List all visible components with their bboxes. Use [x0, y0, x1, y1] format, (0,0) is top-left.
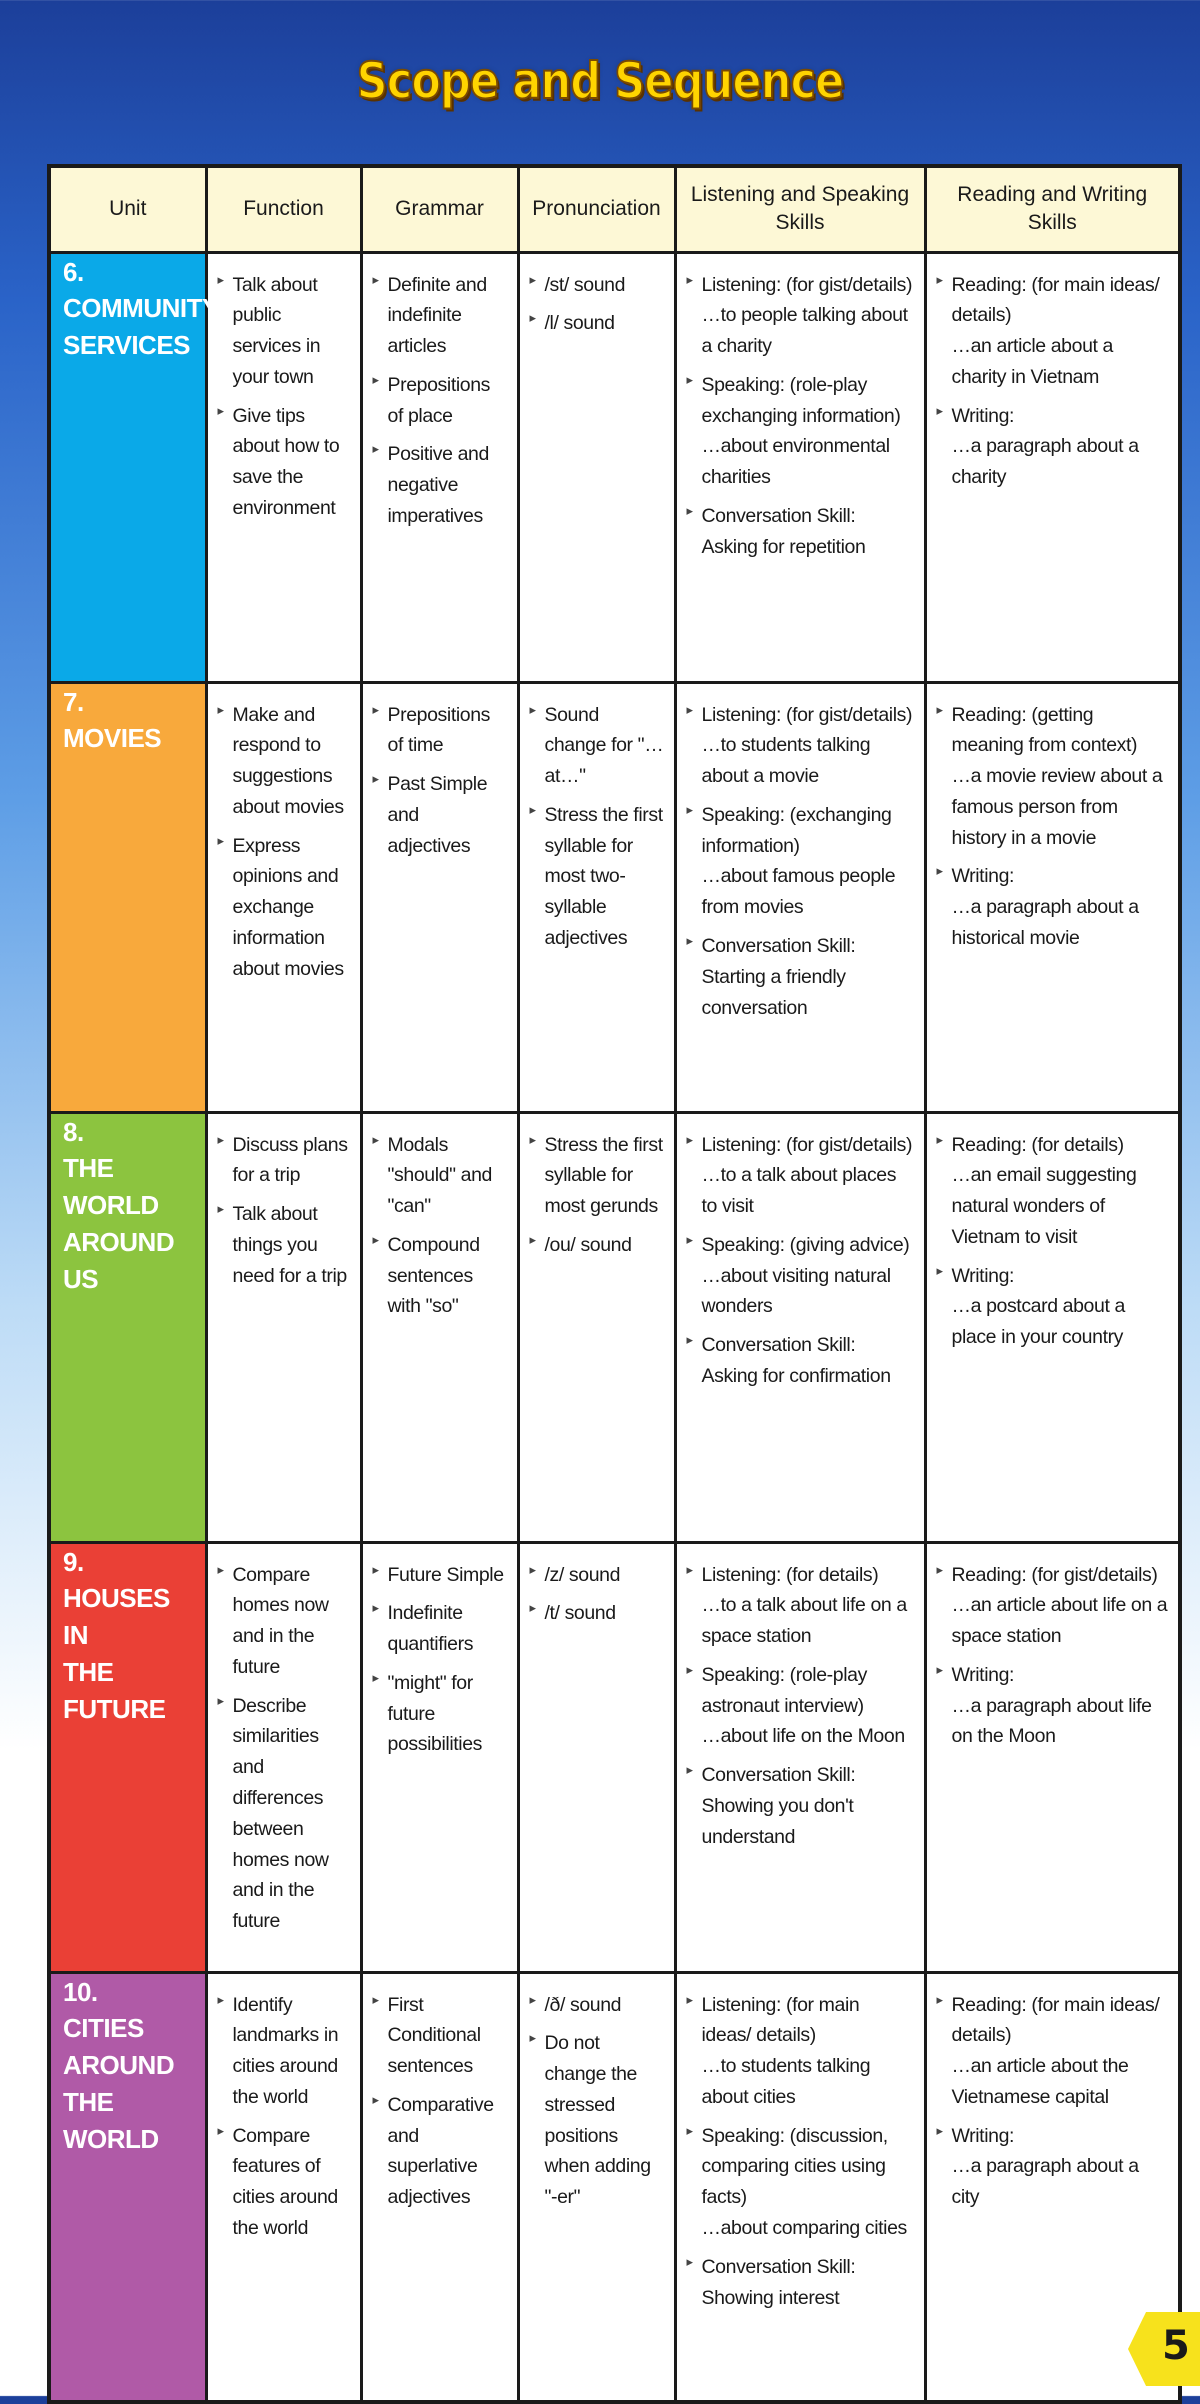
bullet-item: ▸ Describe similarities and differences between homes now and in the future — [218, 1691, 350, 1937]
bullet-item: ▸ Reading: (for details) …an email suggesting natural wonders of Vietnam to visit — [937, 1130, 1169, 1253]
unit-cell — [49, 682, 206, 1112]
pronunciation-cell — [518, 252, 675, 682]
bullet-item: ▸ Speaking: (exchanging information) …about famous people from movies — [687, 800, 914, 923]
bullet-item: ▸ Positive and negative imperatives — [373, 439, 507, 531]
bullet-item: ▸ Conversation Skill: Showing interest — [687, 2252, 914, 2314]
listening-speaking-cell — [675, 1972, 925, 2402]
bullet-item: ▸ Future Simple — [373, 1560, 507, 1591]
bullet-item: ▸ Talk about public services in your town — [218, 270, 350, 393]
grammar-cell — [361, 1112, 518, 1542]
unit-label: 8. THE WORLD AROUND US — [63, 1116, 175, 1295]
reading-writing-cell — [925, 252, 1180, 682]
function-cell — [206, 1542, 361, 1972]
function-cell — [206, 252, 361, 682]
bullet-item: ▸ /z/ sound — [530, 1560, 664, 1591]
bullet-item: ▸ "might" for future possibilities — [373, 1668, 507, 1760]
pronunciation-cell — [518, 1542, 675, 1972]
bullet-item: ▸ Speaking: (giving advice) …about visiting natural wonders — [687, 1230, 914, 1322]
page-number: 5 — [1162, 2323, 1190, 2369]
unit-row — [49, 682, 1180, 1112]
bullet-item: ▸ /ou/ sound — [530, 1230, 664, 1261]
scope-sequence-table — [47, 164, 1182, 2404]
reading-writing-cell — [925, 1542, 1180, 1972]
function-cell — [206, 1972, 361, 2402]
bullet-item: ▸ Conversation Skill: Asking for repetition — [687, 501, 914, 563]
bullet-item: ▸ Give tips about how to save the environment — [218, 401, 350, 524]
unit-row — [49, 1972, 1180, 2402]
unit-row — [49, 252, 1180, 682]
bullet-item: ▸ /ð/ sound — [530, 1990, 664, 2021]
reading-writing-cell — [925, 682, 1180, 1112]
unit-label: 6. COMMUNITY SERVICES — [63, 256, 219, 361]
bullet-item: ▸ Compare homes now and in the future — [218, 1560, 350, 1683]
bullet-item: ▸ Conversation Skill: Starting a friendly conversation — [687, 931, 914, 1023]
listening-speaking-cell — [675, 1112, 925, 1542]
unit-row — [49, 1112, 1180, 1542]
grammar-cell — [361, 252, 518, 682]
header-function: Function — [206, 166, 361, 252]
unit-row — [49, 1542, 1180, 1972]
unit-cell — [49, 1542, 206, 1972]
listening-speaking-cell — [675, 252, 925, 682]
pronunciation-cell — [518, 1112, 675, 1542]
bullet-item: ▸ Speaking: (role-play exchanging information) …about environmental charities — [687, 370, 914, 493]
bullet-item: ▸ Reading: (getting meaning from context) …a movie review about a famous person from history in a movie — [937, 700, 1169, 854]
pronunciation-cell — [518, 1972, 675, 2402]
grammar-cell — [361, 682, 518, 1112]
unit-label: 7. MOVIES — [63, 686, 162, 754]
bullet-item: ▸ Past Simple and adjectives — [373, 769, 507, 861]
grammar-cell — [361, 1972, 518, 2402]
bullet-item: ▸ Compound sentences with "so" — [373, 1230, 507, 1322]
listening-speaking-cell — [675, 1542, 925, 1972]
header-grammar: Grammar — [361, 166, 518, 252]
header-reading-writing: Reading and Writing Skills — [925, 166, 1180, 252]
bullet-item: ▸ Express opinions and exchange information about movies — [218, 831, 350, 985]
bullet-item: ▸ First Conditional sentences — [373, 1990, 507, 2082]
bullet-item: ▸ Modals "should" and "can" — [373, 1130, 507, 1222]
header-unit: Unit — [49, 166, 206, 252]
bullet-item: ▸ Listening: (for gist/details) …to students talking about a movie — [687, 700, 914, 792]
bullet-item: ▸ /l/ sound — [530, 308, 664, 339]
bullet-item: ▸ Writing: …a paragraph about a historical movie — [937, 861, 1169, 953]
function-cell — [206, 682, 361, 1112]
unit-label: 10. CITIES AROUND THE WORLD — [63, 1976, 175, 2155]
page-title: Scope and Sequence — [356, 52, 844, 110]
bullet-item: ▸ Reading: (for gist/details) …an article about life on a space station — [937, 1560, 1169, 1652]
reading-writing-cell — [925, 1112, 1180, 1542]
bullet-item: ▸ Speaking: (role-play astronaut interview) …about life on the Moon — [687, 1660, 914, 1752]
bullet-item: ▸ Do not change the stressed positions when adding "-er" — [530, 2028, 664, 2213]
bullet-item: ▸ Listening: (for main ideas/ details) …to students talking about cities — [687, 1990, 914, 2113]
bullet-item: ▸ Sound change for "…at…" — [530, 700, 664, 792]
bullet-item: ▸ Listening: (for gist/details) …to people talking about a charity — [687, 270, 914, 362]
unit-label: 9. HOUSES IN THE FUTURE — [63, 1546, 170, 1725]
bullet-item: ▸ Listening: (for gist/details) …to a talk about places to visit — [687, 1130, 914, 1222]
bullet-item: ▸ Definite and indefinite articles — [373, 270, 507, 362]
bullet-item: ▸ Writing: …a paragraph about a charity — [937, 401, 1169, 493]
bullet-item: ▸ Stress the first syllable for most two-syllable adjectives — [530, 800, 664, 954]
bullet-item: ▸ /t/ sound — [530, 1598, 664, 1629]
grammar-cell — [361, 1542, 518, 1972]
unit-cell — [49, 252, 219, 682]
bullet-item: ▸ Discuss plans for a trip — [218, 1130, 350, 1192]
bullet-item: ▸ Compare features of cities around the world — [218, 2121, 350, 2244]
bullet-item: ▸ Reading: (for main ideas/ details) …an article about the Vietnamese capital — [937, 1990, 1169, 2113]
bullet-item: ▸ Writing: …a paragraph about a city — [937, 2121, 1169, 2213]
bullet-item: ▸ Reading: (for main ideas/ details) …an article about a charity in Vietnam — [937, 270, 1169, 393]
unit-cell — [49, 1972, 206, 2402]
bullet-item: ▸ Talk about things you need for a trip — [218, 1199, 350, 1291]
bullet-item: ▸ Make and respond to suggestions about movies — [218, 700, 350, 823]
bullet-item: ▸ Indefinite quantifiers — [373, 1598, 507, 1660]
listening-speaking-cell — [675, 682, 925, 1112]
bullet-item: ▸ Prepositions of time — [373, 700, 507, 762]
bullet-item: ▸ Conversation Skill: Showing you don't understand — [687, 1760, 914, 1852]
bullet-item: ▸ Conversation Skill: Asking for confirmation — [687, 1330, 914, 1392]
header-pronunciation: Pronunciation — [518, 166, 675, 252]
bullet-item: ▸ Prepositions of place — [373, 370, 507, 432]
bullet-item: ▸ Identify landmarks in cities around the world — [218, 1990, 350, 2113]
header-listening-speaking: Listening and Speaking Skills — [675, 166, 925, 252]
header-row — [49, 166, 1180, 252]
bullet-item: ▸ Stress the first syllable for most gerunds — [530, 1130, 664, 1222]
unit-cell — [49, 1112, 206, 1542]
pronunciation-cell — [518, 682, 675, 1112]
bullet-item: ▸ Speaking: (discussion, comparing cities using facts) …about comparing cities — [687, 2121, 914, 2244]
bullet-item: ▸ Listening: (for details) …to a talk about life on a space station — [687, 1560, 914, 1652]
bullet-item: ▸ Writing: …a paragraph about life on the Moon — [937, 1660, 1169, 1752]
bullet-item: ▸ Comparative and superlative adjectives — [373, 2090, 507, 2213]
bullet-item: ▸ Writing: …a postcard about a place in your country — [937, 1261, 1169, 1353]
function-cell — [206, 1112, 361, 1542]
bullet-item: ▸ /st/ sound — [530, 270, 664, 301]
